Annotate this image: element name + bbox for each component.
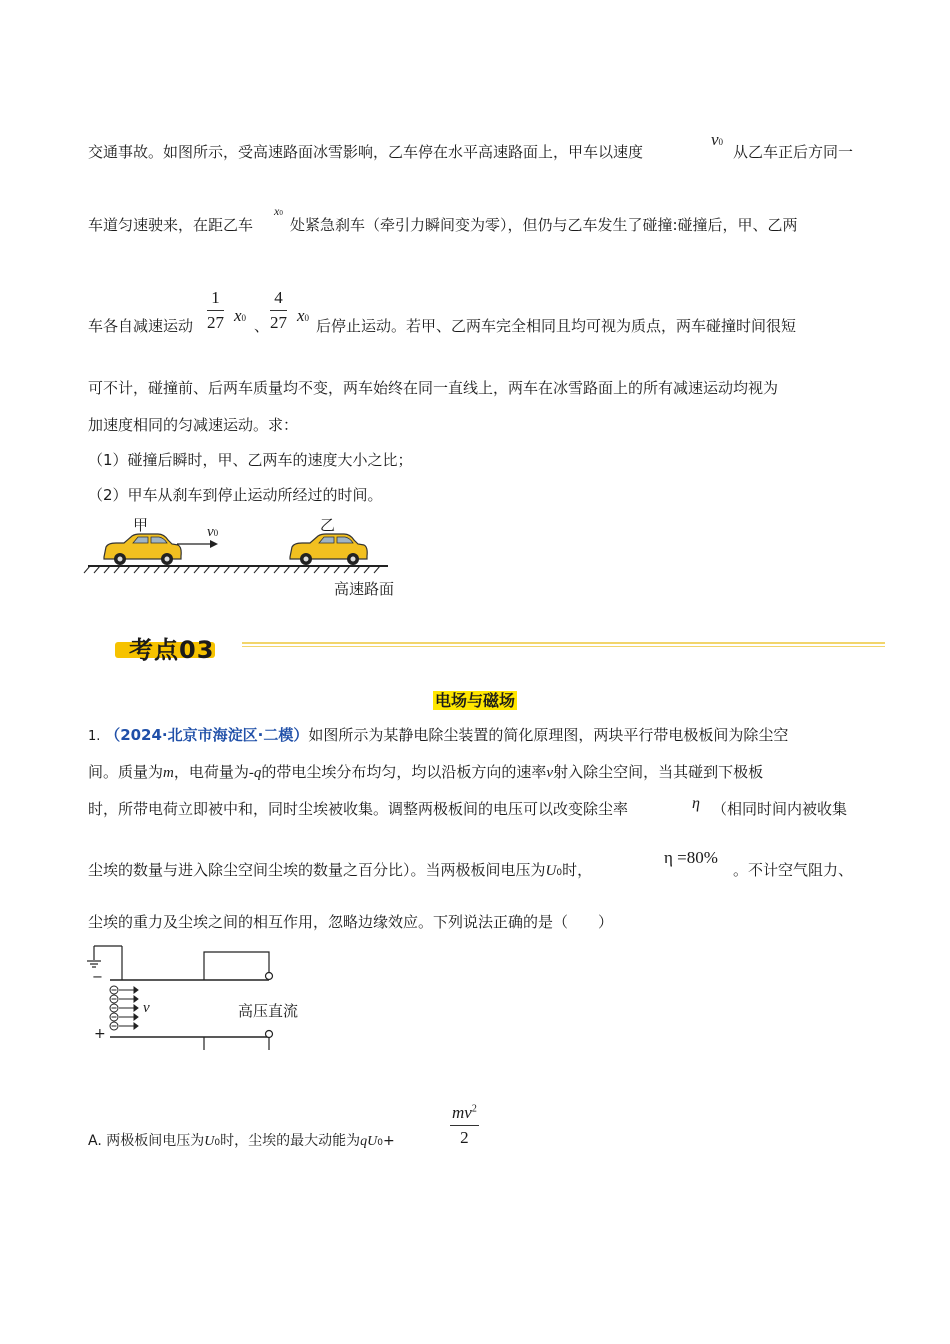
car-a-label: 甲 (133, 516, 149, 534)
arrow-head-icon (210, 540, 218, 548)
question-line-4: 尘埃的数量与进入除尘空间尘埃的数量之百分比）。当两极板间电压为U0时， (88, 861, 593, 879)
fraction-1-27: 1 27 (207, 288, 224, 332)
terminal-top (266, 973, 273, 980)
question-line-3-end: （相同时间内被收集 (712, 800, 848, 818)
question-line-1: 1. （2024·北京市海淀区·二模）如图所示为某静电除尘装置的简化原理图，两块平行带电极板间为除尘空 (88, 726, 789, 744)
x0-symbol-1: x0 (234, 306, 247, 325)
plus-sign: + (94, 1026, 106, 1042)
question-line-3: 时，所带电荷立即被中和，同时尘埃被收集。调整两极板间的电压可以改变除尘率 (88, 800, 629, 818)
fraction-4-27: 4 27 (270, 288, 287, 332)
x0-symbol-2: x0 (297, 306, 310, 325)
figure-velocity-symbol: v (143, 1000, 150, 1016)
car-a-icon (104, 534, 181, 565)
problem-line-1-end: 从乙车正后方同一 (733, 143, 854, 161)
question-line-5: 尘埃的重力及尘埃之间的相互作用，忽略边缘效应。下列说法正确的是（ ） (88, 913, 614, 931)
problem-line-3-end: 后停止运动。若甲、乙两车完全相同且均可视为质点，两车碰撞时间很短 (316, 317, 797, 335)
fraction-mv2-over-2: $mv^2$ 2 (452, 1103, 477, 1147)
problem-line-5: 加速度相同的匀减速运动。求： (88, 416, 299, 434)
section-badge: 考点03 (115, 628, 215, 662)
road-label: 高速路面 (334, 580, 395, 598)
problem-line-2-end: 处紧急刹车（牵引力瞬间变为零），但仍与乙车发生了碰撞:碰撞后，甲、乙两 (290, 216, 798, 234)
car-b-label: 乙 (320, 516, 336, 534)
problem-line-1: 交通事故。如图所示，受高速路面冰雪影响，乙车停在水平高速路面上，甲车以速度 (88, 143, 644, 161)
question-source: （2024·北京市海淀区·二模） (105, 726, 309, 744)
option-a: A. 两极板间电压为U0时，尘埃的最大动能为qU0+ (88, 1133, 395, 1149)
section-divider (242, 642, 885, 644)
sub-question-1: （1）碰撞后瞬时，甲、乙两车的速度大小之比； (88, 451, 413, 469)
ground-icon (87, 961, 101, 967)
efficiency-equation: η =80% (664, 848, 718, 867)
velocity-symbol: v0 (711, 130, 724, 149)
figure-velocity-label: v0 (207, 524, 219, 540)
eta-symbol: η (692, 795, 700, 812)
high-voltage-label: 高压直流 (238, 1002, 299, 1020)
sub-question-2: （2）甲车从刹车到停止运动所经过的时间。 (88, 486, 383, 504)
charged-dust-icons (110, 986, 138, 1030)
separator: 、 (254, 317, 270, 335)
terminal-bottom (266, 1031, 273, 1038)
problem-line-3-start: 车各自减速运动 (88, 317, 194, 335)
minus-sign: − (92, 970, 103, 985)
distance-symbol: x0 (274, 204, 283, 218)
road-hatching (84, 566, 380, 573)
section-title: 电场与磁场 (434, 691, 515, 710)
car-b-icon (290, 534, 367, 565)
precipitator-figure (84, 940, 284, 1050)
problem-line-2: 车道匀速驶来，在距乙车 (88, 216, 254, 234)
question-line-2: 间。质量为m，电荷量为-q的带电尘埃分布均匀，均以沿板方向的速率v射入除尘空间，当其碰到下极板 (88, 763, 764, 781)
problem-line-4: 可不计，碰撞前、后两车质量均不变，两车始终在同一直线上，两车在冰雪路面上的所有减速运动均视为 (88, 379, 779, 397)
question-line-4-end: 。不计空气阻力、 (733, 861, 854, 879)
